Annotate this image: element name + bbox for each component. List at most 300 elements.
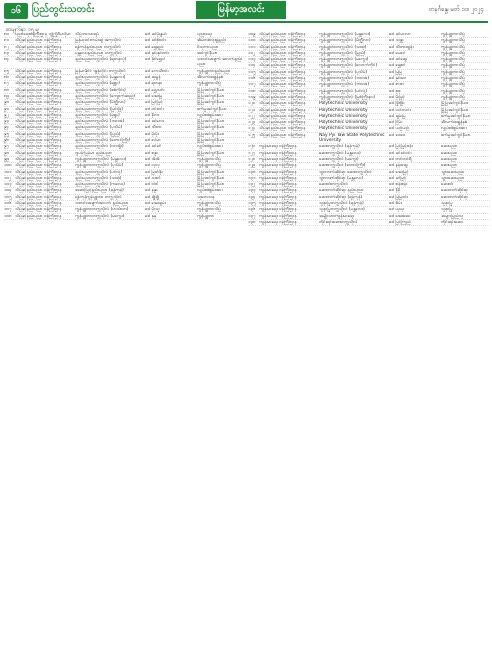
- field-cell: ဆေးပညာ: [441, 163, 458, 169]
- institution-cell: နည်းပညာတက္ကသိုလ် (ပင်လုံ): [75, 169, 122, 175]
- institution-cell: အဆင့်မြင့်နည်းပညာ (ရန်ကုန်): [75, 188, 124, 194]
- institution-cell: နည်းပညာတက္ကသိုလ် (လားရှိုး): [75, 144, 124, 150]
- field-cell: ကွန်ပျူတာသိပ္ပံ: [441, 94, 465, 100]
- person-name-cell: ဒေါ်ခိုင်ရွှေဝါ: [145, 57, 165, 63]
- row-number: ၁၂၆: [248, 144, 256, 150]
- institution-cell: နည်းပညာတက္ကသိုလ် (သထုံ): [75, 175, 122, 181]
- institution-cell: နည်းပညာတက္ကသိုလ် (ကလေး): [75, 182, 125, 188]
- field-cell: သွားဆေးပညာ: [441, 175, 465, 181]
- row-number: ၁၂၀: [248, 101, 256, 107]
- field-cell: မြို့ပြအင်ဂျင်နီယာ: [197, 131, 225, 137]
- ministry-cell: သိပ္ပံနှင့်နည်းပညာ ဝန်ကြီးဌာန: [15, 81, 62, 87]
- row-number: ၁၁၂: [248, 50, 256, 56]
- field-cell: ဆေးဝါး: [441, 182, 453, 188]
- field-cell: ကွန်ပျူတာနည်းပညာ: [197, 68, 231, 74]
- field-cell: ဆေးပညာ: [441, 144, 458, 150]
- field-cell: ဆေးဘက်ဆိုင်ရာ: [441, 188, 469, 194]
- ministry-cell: သိပ္ပံနှင့်နည်းပညာ ဝန်ကြီးဌာန: [15, 188, 62, 194]
- institution-cell: သူနာပြုတက္ကသိုလ် (မန္တလေး): [319, 207, 365, 213]
- person-name-cell: ဒေါ်ဇာဇာ: [389, 82, 405, 88]
- ministry-cell: သိပ္ပံနှင့်နည်းပညာ ဝန်ကြီးဌာန: [15, 156, 62, 162]
- ministry-cell: သိပ္ပံနှင့်နည်းပညာ ဝန်ကြီးဌာန: [15, 50, 62, 56]
- row-number: ၉၉: [4, 156, 9, 162]
- field-cell: အိမ်တစ်လုံးဖွဲ့နည်း: [197, 38, 226, 44]
- ministry-cell: သိပ္ပံနှင့်နည်းပညာ ဝန်ကြီးဌာန: [259, 101, 306, 107]
- row-number: ၁၂၁: [248, 107, 256, 113]
- ministry-cell: သိပ္ပံနှင့်နည်းပညာ ဝန်ကြီးဌာန: [259, 57, 306, 63]
- person-name-cell: ဒေါ်ခင်မြင့်: [389, 175, 407, 181]
- row-number: ၁၁၃: [248, 57, 256, 63]
- header-rule: [4, 21, 488, 23]
- field-cell: အင်ဂျင်နီယာ: [197, 50, 218, 56]
- ministry-cell: ကျန်းမာရေး ဝန်ကြီးဌာန: [259, 169, 297, 175]
- person-name-cell: ဒေါ်ရွှေသင်း: [145, 87, 165, 93]
- person-name-cell: ဒေါ်ခင်စိုးဝင်း: [145, 38, 166, 44]
- newspaper-masthead: မြန်မာ့အလင်း: [196, 1, 286, 19]
- person-name-cell: ဒေါ်ခင်ခင်ဝင်း: [389, 150, 412, 156]
- institution-cell: ကွန်ပျူတာတက္ကသိုလ် (မန္တလေး): [319, 32, 371, 37]
- institution-cell: သွားဘက်ဆိုင်ရာ (မန္တလေး): [319, 175, 363, 181]
- institution-cell: ကွန်ပျူတာတက္ကသိုလ် (ဟင်္သာတ): [75, 207, 129, 213]
- institution-cell: နည်းပညာတက္ကသိုလ် (စစ်ကိုင်း): [75, 87, 126, 93]
- institution-cell: ဆေးဘက်ဆိုင်ရာ (ရန်ကုန်): [319, 194, 363, 200]
- person-name-cell: ဒေါ်သန္တာ: [389, 38, 404, 44]
- page-header: [0, 0, 492, 22]
- field-cell: မြို့ပြအင်ဂျင်နီယာ: [197, 175, 225, 181]
- row-number: ၁၂၅: [248, 132, 256, 138]
- institution-cell: မြန်မာနိုင်ငံ အွန်လိုင်း တက္ကသိုလ်: [75, 68, 126, 74]
- person-name-cell: ဒေါ်အေးအေး: [389, 213, 411, 219]
- person-name-cell: ဒေါ်မြင့်မြင့်စန်း: [389, 144, 413, 150]
- institution-cell: သွားဘက်ဆိုင်ရာ ဆေးတက္ကသိုလ်: [319, 169, 372, 175]
- person-name-cell: ဒေါ်ဝါဝါ: [145, 182, 158, 188]
- row-number: ၁၁၅: [248, 69, 256, 75]
- row-number: ၁၀၅: [4, 194, 12, 200]
- person-name-cell: ဒေါ်စုစု: [389, 88, 401, 94]
- issue-date: တနင်္ဂနွေ၊ မတ် ၁၀၊ ၂၀၂၄: [428, 6, 484, 13]
- table-row: [248, 220, 490, 226]
- ministry-cell: ကျန်းမာရေး ဝန်ကြီးဌာန: [259, 188, 297, 194]
- field-cell: မြို့ပြအင်ဂျင်နီယာ: [197, 87, 225, 93]
- field-cell: မြို့ပြအင်ဂျင်နီယာ: [197, 182, 225, 188]
- field-cell: ကွန်ပျူတာသိပ္ပံ: [197, 201, 221, 207]
- ministry-cell: ကျန်းမာရေး ဝန်ကြီးဌာန: [259, 182, 297, 188]
- row-number: ၁၁၆: [248, 76, 256, 82]
- ministry-cell: ကျန်းမာရေး ဝန်ကြီးဌာန: [259, 207, 297, 213]
- row-number: ၁၂၈: [248, 156, 256, 162]
- institution-cell: ကွန်ပျူတာတက္ကသိုလ် (ပြည်): [319, 50, 366, 56]
- institution-cell: နည်းပညာတက္ကသိုလ် (မြင်းခြံ): [75, 106, 123, 112]
- ministry-cell: သိပ္ပံနှင့်နည်းပညာ ဝန်ကြီးဌာန: [259, 50, 306, 56]
- section-title: ပြည်တွင်းသတင်း: [32, 4, 95, 15]
- row-number: ၁၂၉: [248, 163, 256, 169]
- page-number: ၁၆: [4, 3, 28, 19]
- institution-cell: နည်းပညာတက္ကသိုလ် (ကျောက်ဆည်): [75, 93, 135, 99]
- institution-cell: ရန်ကုန်ကွန်ပျူတာ တက္ကသိုလ်: [75, 194, 122, 200]
- row-number: ၁၀၈: [4, 213, 12, 219]
- institution-cell: နည်းပညာတက္ကသိုလ် (ပုသိမ်): [75, 125, 123, 131]
- ministry-cell: ကျန်းမာရေး ဝန်ကြီးဌာန: [259, 219, 297, 225]
- field-cell: မြို့ပြအင်ဂျင်နီယာ: [441, 107, 469, 113]
- institution-cell: ရန်ကုန်နည်းပညာ တက္ကသိုလ်: [75, 44, 121, 50]
- ministry-cell: သိပ္ပံနှင့်နည်းပညာ ဝန်ကြီးဌာန: [15, 144, 62, 150]
- person-name-cell: ဒေါ်ခင်မိုးနွယ်: [145, 32, 167, 37]
- field-cell: ကွန်ပျူတာသိပ္ပံ: [197, 156, 221, 162]
- row-number: ၁၀၆: [4, 201, 12, 207]
- field-cell: ကွန်ပျူတာသိပ္ပံ: [441, 50, 465, 56]
- institution-cell: Polytechnic University: [319, 101, 368, 107]
- field-cell: စက်မှုအင်ဂျင်နီယာ: [441, 113, 471, 119]
- field-cell: မြို့ပြအင်ဂျင်နီယာ: [197, 138, 225, 144]
- institution-cell: ကွန်ပျူတာတက္ကသိုလ် (မကွေး): [75, 213, 125, 219]
- person-name-cell: ဒေါ်မြမြဝင်း: [389, 194, 408, 200]
- row-number: ၈၀: [4, 32, 9, 37]
- row-number: ၁၃၂: [248, 182, 256, 188]
- ministry-cell: သိပ္ပံနှင့်နည်းပညာ ဝန်ကြီးဌာန: [259, 63, 306, 69]
- row-number: ၁၀၀: [4, 163, 12, 169]
- ministry-cell: သိပ္ပံနှင့်နည်းပညာ ဝန်ကြီးဌာန: [15, 87, 62, 93]
- person-name-cell: ဒေါ်စန္ဒာ: [145, 150, 159, 156]
- field-cell: အီလက်ထရွန်နစ်: [441, 120, 468, 126]
- ministry-cell: သိပ္ပံနှင့်နည်းပညာ ဝန်ကြီးဌာန: [15, 100, 62, 106]
- ministry-cell: သိပ္ပံနှင့်နည်းပညာ ဝန်ကြီးဌာန: [15, 93, 62, 99]
- ministry-cell: သိပ္ပံနှင့်နည်းပညာ ဝန်ကြီးဌာန: [15, 119, 62, 125]
- ministry-cell: ကျန်းမာရေး ဝန်ကြီးဌာန: [259, 175, 297, 181]
- institution-cell: ကွန်ပျူတာတက္ကသိုလ် (ဘားအံ): [319, 82, 370, 88]
- institution-cell: ကွန်ပျူတာတက္ကသိုလ် (မန္တလေး): [75, 156, 127, 162]
- row-number: ၁၃၇: [248, 213, 256, 219]
- field-cell: မြို့ပြအင်ဂျင်နီယာ: [441, 101, 469, 107]
- person-name-cell: ဒေါ်မြင့်မြင့်: [145, 100, 163, 106]
- person-name-cell: ဒေါ်ယဉ်ယဉ်: [389, 126, 409, 132]
- ministry-cell: သိပ္ပံနှင့်နည်းပညာ ဝန်ကြီးဌာန: [259, 32, 306, 37]
- field-cell: ဆေးပညာ: [441, 156, 458, 162]
- row-number: ၁၁၉: [248, 94, 256, 100]
- institution-cell: အမျိုးသားကျန်းမာရေး: [319, 213, 354, 219]
- institution-cell: ကွန်ပျူတာတက္ကသိုလ် (ပင်လုံ): [319, 88, 367, 94]
- ministry-cell: သိပ္ပံနှင့်နည်းပညာ ဝန်ကြီးဌာန: [15, 68, 62, 74]
- row-number: ၉၀: [4, 100, 9, 106]
- ministry-cell: ကျန်းမာရေး ဝန်ကြီးဌာန: [259, 150, 297, 156]
- institution-cell: ကွန်ပျူတာတက္ကသိုလ် (ပုသိမ်): [75, 163, 124, 169]
- person-name-cell: ဒေါ်မိုးမိုး: [145, 131, 159, 137]
- ministry-cell: ကျန်းမာရေး ဝန်ကြီးဌာန: [259, 163, 297, 169]
- person-name-cell: ဒေါ်ချမ်းမြ: [389, 113, 406, 119]
- row-number: ၁၃၀: [248, 169, 256, 175]
- institution-cell: သတင်းအချက်အလက် နည်းပညာ: [75, 201, 129, 207]
- person-name-cell: ဒေါ်ဝင်းဝင်း: [145, 106, 164, 112]
- person-name-cell: ဒေါ်ကေသီဝင်း: [145, 68, 169, 74]
- field-cell: ကွန်ပျူတာသိပ္ပံ: [441, 38, 465, 44]
- person-name-cell: ဒေါ်သီတာ: [145, 125, 162, 131]
- ministry-cell: သိပ္ပံနှင့်နည်းပညာ ဝန်ကြီးဌာန: [15, 213, 62, 219]
- institution-cell: ဆေးတက္ကသိုလ် (မကွေး): [319, 156, 359, 162]
- table-row: [4, 57, 246, 69]
- left-column: [4, 32, 246, 652]
- field-cell: ကွန်ပျူတာသိပ္ပံ: [441, 32, 465, 37]
- row-number: ၁၁၇: [248, 82, 256, 88]
- person-name-cell: ဒေါ်နုနု: [145, 213, 157, 219]
- row-number: ၉၃: [4, 119, 9, 125]
- field-cell: သူနာပြု: [441, 201, 453, 207]
- field-cell: ဗိသုကာပညာ: [197, 44, 219, 50]
- continued-from-note: စာမျက်နှာ ၁၅ မှ: [6, 27, 39, 33]
- ministry-cell: သိပ္ပံနှင့်နည်းပညာ ဝန်ကြီးဌာန: [15, 201, 62, 207]
- ministry-cell: သိပ္ပံနှင့်နည်းပညာ ဝန်ကြီးဌာန: [259, 107, 306, 113]
- institution-cell: ကွန်ပျူတာတက္ကသိုလ် (လောက်ကိုင်): [319, 63, 378, 69]
- person-name-cell: ဒေါ်နန္ဒာ: [145, 188, 158, 194]
- ministry-cell: သိပ္ပံနှင့်နည်းပညာ ဝန်ကြီးဌာန: [15, 75, 62, 81]
- institution-cell: ဆေးဝါးတက္ကသိုလ်: [319, 182, 348, 188]
- person-name-cell: ဒေါ်နှင်းဝေ: [389, 76, 407, 82]
- ministry-cell: သိပ္ပံနှင့်နည်းပညာ ဝန်ကြီးဌာန: [259, 44, 306, 50]
- table-row: [4, 214, 246, 220]
- institution-cell: ဆေးတက္ကသိုလ် (မန္တလေး): [319, 150, 361, 156]
- row-number: ၁၃၆: [248, 207, 256, 213]
- ministry-cell: သိပ္ပံနှင့်နည်းပညာ ဝန်ကြီးဌာန: [259, 113, 306, 119]
- field-cell: ကွန်ပျူတာသိပ္ပံ: [197, 163, 221, 169]
- ministry-cell: သိပ္ပံနှင့်နည်းပညာ ဝန်ကြီးဌာန: [259, 88, 306, 94]
- row-number: ၁၃၅: [248, 201, 256, 207]
- field-cell: စက်မှုအင်ဂျင်နီယာ: [441, 132, 471, 138]
- field-cell: ကွန်ပျူတာသိပ္ပံ: [197, 207, 221, 213]
- row-number: ၁၀၁: [4, 169, 12, 175]
- person-name-cell: ဒေါ်လှလှ: [145, 163, 160, 169]
- institution-cell: ကွန်ပျူတာတက္ကသိုလ် (မိတ္ထီလာ): [319, 38, 371, 44]
- ministry-cell: သိပ္ပံနှင့်နည်းပညာ ဝန်ကြီးဌာန: [15, 44, 62, 50]
- person-name-cell: ဒေါ်ခင်မာလာ: [389, 32, 411, 37]
- ministry-cell: သိပ္ပံနှင့်နည်းပညာ ဝန်ကြီးဌာန: [15, 125, 62, 131]
- field-cell: မြို့ပြအင်ဂျင်နီယာ: [197, 93, 225, 99]
- row-number: ၁၁၈: [248, 88, 256, 94]
- row-number: ၈၂: [4, 44, 9, 50]
- row-number: ၁၃၄: [248, 194, 256, 200]
- field-cell: လျှပ်စစ်စွမ်းအား: [197, 144, 223, 150]
- row-number: ၁၂၂: [248, 113, 255, 119]
- person-name-cell: ဒေါ်တင်တင်ရီ: [389, 156, 412, 162]
- field-cell: အများပြည်သူ: [441, 213, 463, 219]
- person-name-cell: ဒေါ်ငြိမ်း: [389, 120, 403, 126]
- row-number: ၉၄: [4, 125, 9, 131]
- ministry-cell: သိပ္ပံနှင့်နည်းပညာ ဝန်ကြီးဌာန: [259, 132, 306, 138]
- ministry-cell: သိပ္ပံနှင့်နည်းပညာ ဝန်ကြီးဌာန: [259, 94, 306, 100]
- field-cell: စက်မှုအင်ဂျင်နီယာ: [197, 106, 227, 112]
- person-name-cell: ဒေါ်ဇင်မာ: [145, 138, 161, 144]
- ministry-cell: သိပ္ပံနှင့်နည်းပညာ ဝန်ကြီးဌာန: [259, 69, 306, 75]
- ministry-cell: သိပ္ပံနှင့်နည်းပညာ ဝန်ကြီးဌာန: [259, 126, 306, 132]
- person-name-cell: ဒေါ်စိမ်း: [389, 201, 402, 207]
- ministry-cell: ကျန်းမာရေး ဝန်ကြီးဌာန: [259, 194, 297, 200]
- row-number: ၁၃၁: [248, 175, 256, 181]
- row-number: ၁၀၉: [248, 32, 256, 37]
- field-cell: ကွန်ပျူတာ: [197, 213, 215, 219]
- row-number: ၈၆: [4, 75, 9, 81]
- person-name-cell: ဒေါ်အေးချမ်း: [145, 201, 166, 207]
- ministry-cell: သိပ္ပံနှင့်နည်းပညာ ဝန်ကြီးဌာန: [15, 163, 62, 169]
- institution-cell: သူနာပြုတက္ကသိုလ် (ရန်ကုန်): [319, 201, 364, 207]
- institution-cell: ကွန်ပျူတာတက္ကသိုလ် (မကွေး): [319, 57, 369, 63]
- person-name-cell: ဒေါ်လင်းလင်း: [389, 107, 411, 113]
- row-number: ၉၆: [4, 138, 9, 144]
- person-name-cell: ဒေါ်အေးမြင့်: [389, 169, 409, 175]
- row-number: ၈၈: [4, 87, 10, 93]
- field-cell: ကွန်ပျူတာသိပ္ပံ: [441, 76, 465, 82]
- field-cell: အီလက်ထရွန်နစ်: [197, 75, 224, 81]
- institution-cell: ဆေးတက္ကသိုလ် (တောင်ကြီး): [319, 163, 366, 169]
- ministry-cell: ကျန်းမာရေး ဝန်ကြီးဌာန: [259, 201, 297, 207]
- ministry-cell: ပညာရေးဝန်ကြီးဌာန ဘွဲ့ကြိုဒီပလိုမာ: [15, 32, 71, 37]
- institution-cell: ဆေးဘက်ဆိုင်ရာ နည်းပညာ: [319, 188, 364, 194]
- institution-cell: နည်းပညာတက္ကသိုလ် (ဘားအံ): [75, 119, 125, 125]
- institution-cell: နည်းပညာတက္ကသိုလ် (တောင်ကြီး): [75, 138, 130, 144]
- right-column: [248, 32, 490, 652]
- field-cell: ဆေးပညာ: [441, 150, 458, 156]
- ministry-cell: သိပ္ပံနှင့်နည်းပညာ ဝန်ကြီးဌာန: [259, 120, 306, 126]
- row-number: ၈၇: [4, 81, 9, 87]
- institution-cell: နည်းပညာတက္ကသိုလ် (မိတ္ထီလာ): [75, 100, 126, 106]
- person-name-cell: ဒေါ်မြင့်ကြည်: [389, 219, 411, 225]
- person-name-cell: ဒေါ်အေးမြ: [145, 93, 163, 99]
- institution-cell: ကွန်ပျူတာတက္ကသိုလ် (ပုသိမ်): [319, 69, 368, 75]
- table-row: [248, 133, 490, 145]
- person-name-cell: ဒေါ်ခင်ဆွေ: [389, 57, 407, 63]
- person-name-cell: ဒေါ်မိုးမြင့်: [389, 94, 405, 100]
- ministry-cell: သိပ္ပံနှင့်နည်းပညာ ဝန်ကြီးဌာန: [15, 57, 62, 63]
- person-name-cell: ဒေါ်ရွှေစင်: [389, 63, 406, 69]
- ministry-cell: သိပ္ပံနှင့်နည်းပညာ ဝန်ကြီးဌာန: [259, 82, 306, 88]
- ministry-cell: သိပ္ပံနှင့်နည်းပညာ ဝန်ကြီးဌာန: [259, 38, 306, 44]
- person-name-cell: ဒေါ်မိုးသူ: [145, 207, 160, 213]
- person-name-cell: ဒေါ်နီနီ: [389, 188, 401, 194]
- person-name-cell: ဒေါ်ဖြိုးဖြိုး: [389, 101, 405, 107]
- field-cell: မြို့ပြအင်ဂျင်နီယာ: [197, 150, 225, 156]
- ministry-cell: သိပ္ပံနှင့်နည်းပညာ ဝန်ကြီးဌာန: [15, 150, 62, 156]
- field-cell: ပညာရေး: [197, 32, 212, 37]
- institution-cell: မန္တလေးနည်းပညာ တက္ကသိုလ်: [75, 50, 122, 56]
- field-cell: ကွန်ပျူတာသိပ္ပံ: [441, 44, 465, 50]
- institution-cell: ဂျပန်-မြန်မာ နည်းပညာ: [75, 150, 112, 156]
- person-name-cell: ဒေါ်ဆုမွန်: [145, 75, 161, 81]
- person-name-cell: ဒေါ်ဝေဝေ: [389, 132, 406, 138]
- ministry-cell: သိပ္ပံနှင့်နည်းပညာ ဝန်ကြီးဌာန: [15, 207, 62, 213]
- person-name-cell: ဒေါ်ရတနာ: [145, 81, 163, 87]
- institution-cell: မြန်မာ့ဝင်းကမ်းဆွဲ အကုသိုလ်: [75, 38, 122, 44]
- institution-cell: သိပ္ပံဘာသာရပ်: [75, 32, 99, 37]
- row-number: ၁၃၈: [248, 219, 256, 225]
- person-name-cell: ဒေါ်နှင်းနှင်းဝင်း: [145, 50, 170, 56]
- row-number: ၈၄: [4, 57, 9, 63]
- person-name-cell: ဒေါ်ခင်ခင်: [145, 144, 162, 150]
- ministry-cell: ကျန်းမာရေး ဝန်ကြီးဌာန: [259, 156, 297, 162]
- row-number: ၈၁: [4, 38, 9, 44]
- ministry-cell: သိပ္ပံနှင့်နည်းပညာ ဝန်ကြီးဌာန: [15, 194, 62, 200]
- institution-cell: ဆေးတက္ကသိုလ် (ရန်ကုန်): [319, 144, 360, 150]
- row-number: ၉၅: [4, 131, 9, 137]
- institution-cell: Polytechnic University: [319, 120, 368, 126]
- institution-cell: ကွန်ပျူတာတက္ကသိုလ် (သထုံ): [319, 44, 367, 50]
- row-number: ၁၂၄: [248, 126, 256, 132]
- field-cell: လျှပ်စစ်စွမ်းအား: [197, 112, 223, 118]
- institution-cell: တိုင်းရင်းဆေးတက္ကသိုလ်: [319, 219, 358, 225]
- ministry-cell: သိပ္ပံနှင့်နည်းပညာ ဝန်ကြီးဌာန: [15, 175, 62, 181]
- institution-cell: ကွန်ပျူတာတက္ကသိုလ် (ဘားအံ): [319, 76, 370, 82]
- row-number: ၉၂: [4, 112, 9, 118]
- field-cell: ကွန်ပျူတာသိပ္ပံ: [441, 57, 465, 63]
- person-name-cell: ဒေါ်သီတာထွန်း: [389, 44, 414, 50]
- row-number: ၁၂၇: [248, 150, 256, 156]
- row-number: ၁၀၂: [4, 175, 12, 181]
- person-name-cell: ဒေါ်နီလာ: [145, 112, 160, 118]
- field-cell: ကွန်ပျူတာသိပ္ပံ: [197, 81, 221, 87]
- field-cell: ဆေးဘက်ဆိုင်ရာ: [441, 194, 469, 200]
- person-name-cell: ဒေါ်နန်းဆွေ: [389, 163, 408, 169]
- row-number: ၁၀၄: [4, 188, 12, 194]
- row-number: ၉၇: [4, 144, 9, 150]
- field-cell: သတင်းအချက် အလက်နည်းပညာ: [197, 57, 243, 68]
- institution-cell: Polytechnic University: [319, 113, 368, 119]
- field-cell: မြို့ပြအင်ဂျင်နီယာ: [197, 119, 225, 125]
- person-name-cell: ဒေါ်အိအိ: [145, 156, 160, 162]
- person-name-cell: ဒေါ်ချိုချို: [145, 194, 160, 200]
- field-cell: ကွန်ပျူတာသိပ္ပံ: [441, 82, 465, 88]
- field-cell: လျှပ်စစ်စွမ်းအား: [441, 126, 467, 132]
- ministry-cell: သိပ္ပံနှင့်နည်းပညာ ဝန်ကြီးဌာန: [15, 112, 62, 118]
- ministry-cell: ကျန်းမာရေး ဝန်ကြီးဌာန: [259, 213, 297, 219]
- ministry-cell: သိပ္ပံနှင့်နည်းပညာ ဝန်ကြီးဌာန: [15, 131, 62, 137]
- person-name-cell: ဒေါ်မြတ်နိုး: [145, 169, 163, 175]
- field-cell: ကွန်ပျူတာသိပ္ပံ: [441, 88, 465, 94]
- person-name-cell: ဒေါ်ခင်လေး: [145, 119, 165, 125]
- ministry-cell: သိပ္ပံနှင့်နည်းပညာ ဝန်ကြီးဌာန: [15, 138, 62, 144]
- field-cell: တိုင်းရင်းဆေး: [441, 219, 463, 225]
- person-name-cell: ဒေါ်ရွှေရည်: [145, 44, 164, 50]
- field-cell: သွားဆေးပညာ: [441, 169, 465, 175]
- field-cell: သုတေသန: [197, 194, 215, 200]
- field-cell: ကွန်ပျူတာသိပ္ပံ: [441, 69, 465, 75]
- ministry-cell: သိပ္ပံနှင့်နည်းပညာ ဝန်ကြီးဌာန: [15, 106, 62, 112]
- person-name-cell: ဒေါ်မေဇင်: [389, 50, 406, 56]
- row-number: ၁၁၀: [248, 38, 256, 44]
- institution-cell: Polytechnic University: [319, 126, 368, 132]
- field-cell: ကွန်ပျူတာသိပ္ပံ: [441, 63, 465, 69]
- person-name-cell: ဒေါ်ယုယု: [389, 207, 405, 213]
- row-number: ၈၅: [4, 68, 9, 74]
- institution-cell: နည်းပညာတက္ကသိုလ် (မုံရွာ): [75, 112, 120, 118]
- field-cell: သူနာပြု: [441, 207, 453, 213]
- field-cell: လျှပ်စစ်စွမ်းအား: [197, 188, 223, 194]
- row-number: ၁၀၇: [4, 207, 12, 213]
- ministry-cell: ကျန်းမာရေး ဝန်ကြီးဌာန: [259, 144, 297, 150]
- institution-cell: နည်းပညာတက္ကသိုလ် (ရဲရွာ): [75, 81, 120, 87]
- row-number: ၈၉: [4, 93, 9, 99]
- row-number: ၁၁၁: [248, 44, 256, 50]
- ministry-cell: သိပ္ပံနှင့်နည်းပညာ ဝန်ကြီးဌာန: [15, 169, 62, 175]
- ministry-cell: သိပ္ပံနှင့်နည်းပညာ ဝန်ကြီးဌာန: [259, 76, 306, 82]
- field-cell: မြို့ပြအင်ဂျင်နီယာ: [197, 100, 225, 106]
- institution-cell: ကွန်ပျူတာတက္ကသိုလ် (မြစ်ကြီးနား): [319, 94, 375, 100]
- person-name-cell: ဒေါ်သဇင်: [145, 175, 161, 181]
- row-number: ၁၁၄: [248, 63, 256, 69]
- institution-cell: နည်းပညာတက္ကသိုလ် (ပြည်): [75, 131, 121, 137]
- row-number: ၈၃: [4, 50, 9, 56]
- row-number: ၉၁: [4, 106, 9, 112]
- row-number: ၁၃၃: [248, 188, 256, 194]
- person-name-cell: ဒေါ်စန်းစန်း: [389, 182, 408, 188]
- institution-cell: နည်းပညာတက္ကသိုလ် (ရတနာပုံ): [75, 57, 127, 63]
- ministry-cell: သိပ္ပံနှင့်နည်းပညာ ဝန်ကြီးဌာန: [15, 38, 62, 44]
- field-cell: မြို့ပြအင်ဂျင်နီယာ: [197, 169, 225, 175]
- ministry-cell: သိပ္ပံနှင့်နည်းပညာ ဝန်ကြီးဌာန: [15, 182, 62, 188]
